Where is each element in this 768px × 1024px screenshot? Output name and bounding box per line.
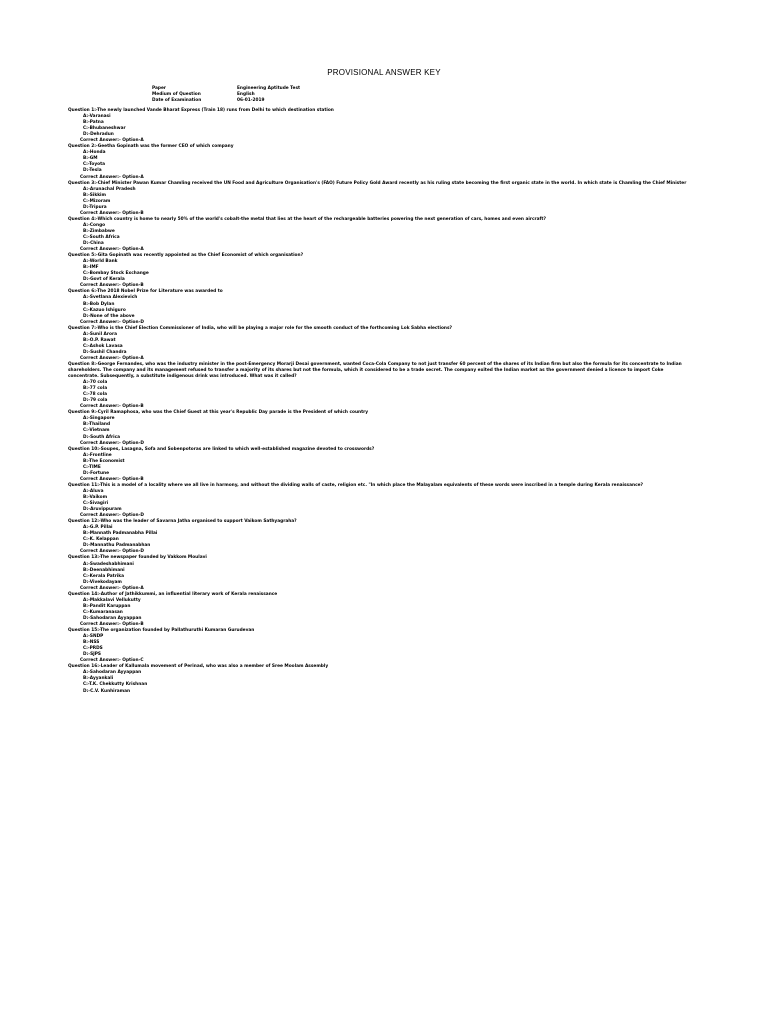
question-block bbox=[68, 628, 692, 664]
meta-value: English bbox=[237, 92, 255, 98]
question-text: Question 4:-Which country is home to nearly 50% of the world's cobalt-the metal that lies at the heart of the rechargeable batteries powering the next generation of cars, homes and even aircraft? bbox=[68, 216, 546, 222]
question-block bbox=[68, 108, 692, 144]
answer-option: A:-Frontline bbox=[83, 452, 112, 458]
answer-option: D:-Aruvippuram bbox=[83, 507, 122, 513]
answer-option: D:-Vivekodayam bbox=[83, 579, 122, 585]
answer-option: B:-NSS bbox=[83, 640, 100, 646]
answer-option: C:-Kumaranasan bbox=[83, 609, 123, 615]
answer-option: A:-Arunachal Pradesh bbox=[83, 186, 136, 192]
correct-answer: Correct Answer:- Option-A bbox=[80, 585, 144, 591]
answer-option: A:-Varanasi bbox=[83, 114, 111, 120]
answer-option: D:-Sahodaran Ayyappan bbox=[83, 615, 142, 621]
question-block bbox=[68, 289, 692, 325]
answer-option: C:-PRDS bbox=[83, 646, 103, 652]
question-block bbox=[68, 253, 692, 289]
answer-option: A:-SNDP bbox=[83, 634, 104, 640]
answer-option: C:-Kerala Patrika bbox=[83, 573, 125, 579]
correct-answer: Correct Answer:- Option-A bbox=[80, 174, 144, 180]
answer-option: D:-Fortune bbox=[83, 470, 109, 476]
correct-answer: Correct Answer:- Option-A bbox=[80, 247, 144, 253]
answer-option: D:-SJPS bbox=[83, 652, 102, 658]
exam-meta bbox=[152, 86, 300, 105]
answer-option: C:-Toyota bbox=[83, 162, 106, 168]
correct-answer: Correct Answer:- Option-D bbox=[80, 319, 144, 325]
meta-value: 06-01-2019 bbox=[237, 98, 265, 104]
question-block bbox=[68, 410, 692, 446]
answer-option: B:-Patna bbox=[83, 120, 104, 126]
answer-option: C:-78 cola bbox=[83, 392, 108, 398]
answer-option: C:-T.K. Chekkutty Krishnan bbox=[83, 682, 148, 688]
answer-option: C:-Bombay Stock Exchange bbox=[83, 271, 149, 277]
question-block bbox=[68, 217, 692, 253]
answer-option: B:-Vaikom bbox=[83, 495, 108, 500]
answer-option: D:-79 cola bbox=[83, 398, 108, 404]
question-block bbox=[68, 326, 692, 362]
correct-answer: Correct Answer:- Option-D bbox=[80, 440, 144, 446]
question-block bbox=[68, 362, 692, 410]
answer-option: B:-Thailand bbox=[83, 422, 111, 428]
answer-option: D:-Tripura bbox=[83, 204, 107, 210]
answer-option: C:-Ashok Lavasa bbox=[83, 343, 123, 349]
answer-option: D:-Mannathu Padmanabhan bbox=[83, 543, 151, 549]
answer-option: A:-Honda bbox=[83, 150, 106, 156]
question-text: Question 6:-The 2018 Nobel Prize for Literature was awarded to bbox=[68, 289, 223, 295]
answer-option: B:-IMF bbox=[83, 265, 99, 271]
question-text: Question 5:-Gita Gopinath was recently appointed as the Chief Economist of which organisation? bbox=[68, 253, 304, 259]
question-text: Question 7:-Who is the Chief Election Commissioner of India, who will be playing a major role for the smooth conduct of the forthcoming Lok Sabha elections? bbox=[68, 325, 453, 331]
answer-option: A:-Sunil Arora bbox=[83, 331, 117, 337]
question-block bbox=[68, 592, 692, 628]
question-text: Question 9:-Cyril Ramaphosa, who was the Chief Guest at this year's Republic Day parade is the President of which country bbox=[68, 410, 369, 416]
answer-option: B:-GM bbox=[83, 156, 98, 162]
question-block bbox=[68, 483, 692, 519]
answer-option: A:-Aluva bbox=[83, 488, 104, 494]
answer-option: B:-Sikkim bbox=[83, 192, 107, 198]
answer-option: D:-Sushil Chandra bbox=[83, 349, 127, 355]
answer-option: A:-World Bank bbox=[83, 259, 118, 265]
answer-option: C:-K. Kelappan bbox=[83, 537, 119, 543]
meta-value: Engineering Aptitude Test bbox=[237, 86, 301, 91]
answer-option: C:-Kazuo Ishiguro bbox=[83, 307, 126, 313]
meta-label: Paper bbox=[152, 86, 167, 91]
answer-option: D:-China bbox=[83, 241, 104, 247]
answer-option: C:-Vietnam bbox=[83, 428, 110, 434]
correct-answer: Correct Answer:- Option-D bbox=[80, 513, 144, 519]
correct-answer: Correct Answer:- Option-C bbox=[80, 658, 144, 664]
question-list bbox=[68, 108, 692, 695]
question-block bbox=[68, 144, 692, 180]
answer-option: C:-South Africa bbox=[83, 234, 120, 240]
correct-answer: Correct Answer:- Option-D bbox=[80, 549, 144, 555]
question-text: Question 8:-George Fernandes, who was the industry minister in the post-Emergency Morarji Desai government, wanted Coca-Cola Company to not just transfer 60 percent of the shares of its Indian firm but also the formula for its concentrate to Indian shareholders. The company and its management refused to transfer a majority of its shares but not the formula, which it considered to be a trade secret. The company exited the Indian market as the government denied a licence to import Coke concentrate. Subsequently, a substitute indigenous drink was introduced. What was it called? bbox=[68, 361, 682, 380]
answer-option: B:-77 cola bbox=[83, 386, 108, 392]
question-block bbox=[68, 447, 692, 483]
answer-option: B:-O.P. Rawat bbox=[83, 337, 116, 343]
correct-answer: Correct Answer:- Option-B bbox=[80, 621, 144, 627]
question-text: Question 10:-Soupes, Lasagna, Sofa and Sobenpotoras are linked to which well-established magazine devoted to crosswords? bbox=[68, 446, 375, 452]
answer-option: A:-Singapore bbox=[83, 416, 115, 422]
answer-option: C:-Mizoram bbox=[83, 198, 111, 204]
question-block bbox=[68, 181, 692, 217]
answer-option: B:-Zimbabwe bbox=[83, 228, 115, 234]
question-text: Question 13:-The newspaper founded by Vakkom Moulavi bbox=[68, 555, 207, 561]
answer-option: D:-Dehradun bbox=[83, 132, 114, 138]
answer-option: D:-C.V. Kunhiraman bbox=[83, 688, 131, 694]
question-text: Question 1:-The newly launched Vande Bharat Express (Train 18) runs from Delhi to which destination station bbox=[68, 108, 334, 113]
question-text: Question 11:-This is a model of a locality where we all live in harmony, and without the dividing walls of caste, religion etc. "In which place the Malayalam equivalents of these words were inscribed in a temple during Kerala renaissance? bbox=[68, 482, 644, 488]
answer-option: D:-Tesla bbox=[83, 168, 102, 174]
correct-answer: Correct Answer:- Option-B bbox=[80, 210, 144, 216]
question-text: Question 2:-Geetha Gopinath was the former CEO of which company bbox=[68, 144, 234, 150]
question-text: Question 12:-Who was the leader of Savarna Jatha organised to support Vaikom Sathyagraha? bbox=[68, 519, 297, 525]
answer-option: B:-The Economist bbox=[83, 458, 125, 464]
answer-option: A:-Svetlana Alexievich bbox=[83, 295, 138, 301]
answer-option: B:-Bob Dylan bbox=[83, 301, 115, 307]
question-text: Question 16:-Leader of Kallumala movement of Perinad, who was also a member of Sree Moolam Assembly bbox=[68, 664, 329, 670]
correct-answer: Correct Answer:- Option-A bbox=[80, 138, 144, 144]
answer-option: D:-South Africa bbox=[83, 434, 121, 440]
answer-option: A:-Congo bbox=[83, 222, 106, 228]
answer-option: B:-Mannath Padmanabha Pillai bbox=[83, 531, 158, 537]
answer-option: C:-TIME bbox=[83, 464, 101, 470]
correct-answer: Correct Answer:- Option-A bbox=[80, 355, 144, 361]
answer-option: A:-Swadeshabhimani bbox=[83, 561, 134, 567]
page-title: PROVISIONAL ANSWER KEY bbox=[327, 68, 441, 77]
question-block bbox=[68, 555, 692, 591]
question-text: Question 14:-Author of Jathikkummi, an influential literary work of Kerala renaissance bbox=[68, 591, 278, 597]
question-text: Question 15:-The organization founded by Pallathuruthi Kumaran Gurudevan bbox=[68, 628, 255, 634]
answer-option: C:-Bhubaneshwar bbox=[83, 126, 126, 132]
answer-option: B:-Pandit Karuppan bbox=[83, 603, 131, 609]
answer-option: A:-70 cola bbox=[83, 380, 108, 386]
correct-answer: Correct Answer:- Option-B bbox=[80, 283, 144, 289]
meta-label: Date of Examination bbox=[152, 98, 202, 104]
question-block bbox=[68, 519, 692, 555]
question-text: Question 3:-Chief Minister Pawan Kumar Chamling received the UN Food and Agriculture Organisation's (FAO) Future Policy Gold Award recently as his ruling state becoming the first organic state in the world. In which state is Chamling the Chief Minister bbox=[68, 180, 687, 186]
answer-option: B:-Ayyankali bbox=[83, 676, 114, 682]
question-block bbox=[68, 664, 692, 694]
correct-answer: Correct Answer:- Option-B bbox=[80, 404, 144, 410]
answer-option: B:-Deenabhimani bbox=[83, 567, 125, 573]
answer-option: D:-Govt of Kerala bbox=[83, 277, 125, 283]
meta-label: Medium of Question bbox=[152, 92, 201, 98]
answer-option: A:-Sahodaran Ayyappan bbox=[83, 670, 142, 676]
answer-option: C:-Sivagiri bbox=[83, 501, 109, 507]
meta-row bbox=[152, 98, 300, 104]
answer-option: A:-Makkalavi Vellukutty bbox=[83, 597, 141, 603]
answer-option: D:-None of the above bbox=[83, 313, 135, 319]
correct-answer: Correct Answer:- Option-B bbox=[80, 476, 144, 482]
answer-option: A:-G.P. Pillai bbox=[83, 525, 113, 531]
